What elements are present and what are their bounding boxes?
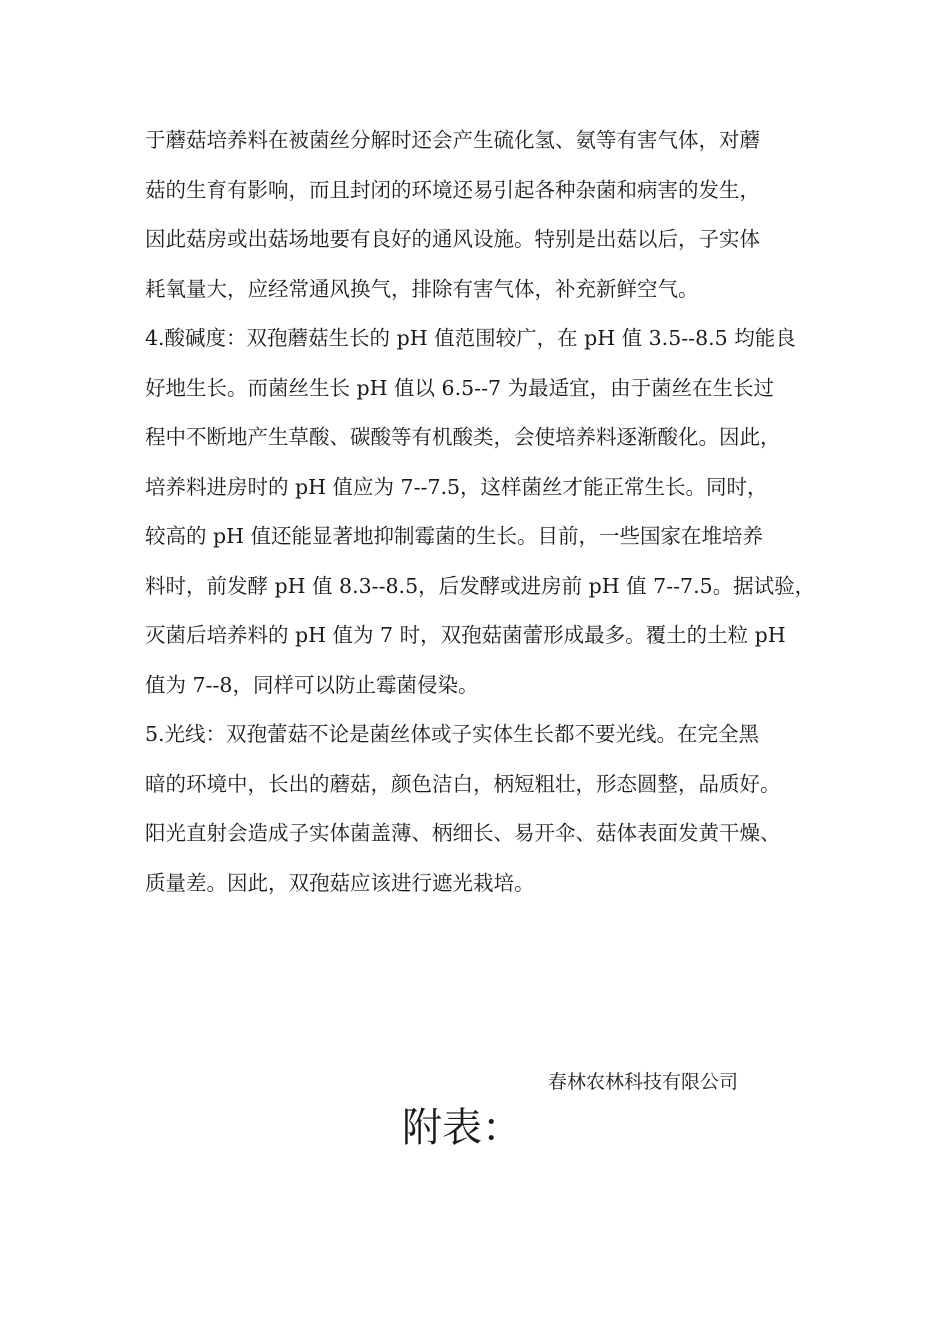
text-line-11: 灭菌后培养料的 pH 值为 7 时，双孢菇菌蕾形成最多。覆土的土粒 pH bbox=[145, 623, 786, 647]
text-line-10: 料时，前发酵 pH 值 8.3--8.5，后发酵或进房前 pH 值 7--7.5。据试验， bbox=[145, 573, 816, 598]
appendix-title: 附表： bbox=[402, 1105, 522, 1151]
text-line-2: 菇的生育有影响，而且封闭的环境还易引起各种杂菌和病害的发生， bbox=[145, 177, 760, 202]
text-line-1: 于蘑菇培养料在被菌丝分解时还会产生硫化氢、氨等有害气体，对蘑 bbox=[145, 128, 760, 152]
text-line-15: 阳光直射会造成子实体菌盖薄、柄细长、易开伞、菇体表面发黄干燥、 bbox=[145, 821, 781, 845]
company-signature: 春林农林科技有限公司 bbox=[548, 1071, 739, 1093]
text-line-16: 质量差。因此，双孢菇应该进行遮光栽培。 bbox=[145, 870, 535, 895]
text-line-4: 耗氧量大，应经常通风换气，排除有害气体，补充新鲜空气。 bbox=[145, 276, 699, 301]
text-line-6: 好地生长。而菌丝生长 pH 值以 6.5--7 为最适宜，由于菌丝在生长过 bbox=[145, 375, 775, 400]
text-line-14: 暗的环境中，长出的蘑菇，颜色洁白，柄短粗壮，形态圆整，品质好。 bbox=[145, 771, 781, 796]
text-line-8: 培养料进房时的 pH 值应为 7--7.5，这样菌丝才能正常生长。同时， bbox=[145, 474, 768, 499]
text-line-13: 5.光线：双孢蕾菇不论是菌丝体或子实体生长都不要光线。在完全黑 bbox=[145, 722, 760, 746]
text-line-12: 值为 7--8，同样可以防止霉菌侵染。 bbox=[145, 672, 479, 697]
text-line-7: 程中不断地产生草酸、碳酸等有机酸类，会使培养料逐渐酸化。因此， bbox=[145, 425, 781, 449]
body-text bbox=[145, 116, 815, 908]
text-line-9: 较高的 pH 值还能显著地抑制霉菌的生长。目前，一些国家在堆培养 bbox=[145, 524, 764, 548]
text-line-5: 4.酸碱度：双孢蘑菇生长的 pH 值范围较广，在 pH 值 3.5--8.5 均能良 bbox=[145, 326, 796, 350]
text-line-3: 因此菇房或出菇场地要有良好的通风设施。特别是出菇以后，子实体 bbox=[145, 227, 760, 251]
